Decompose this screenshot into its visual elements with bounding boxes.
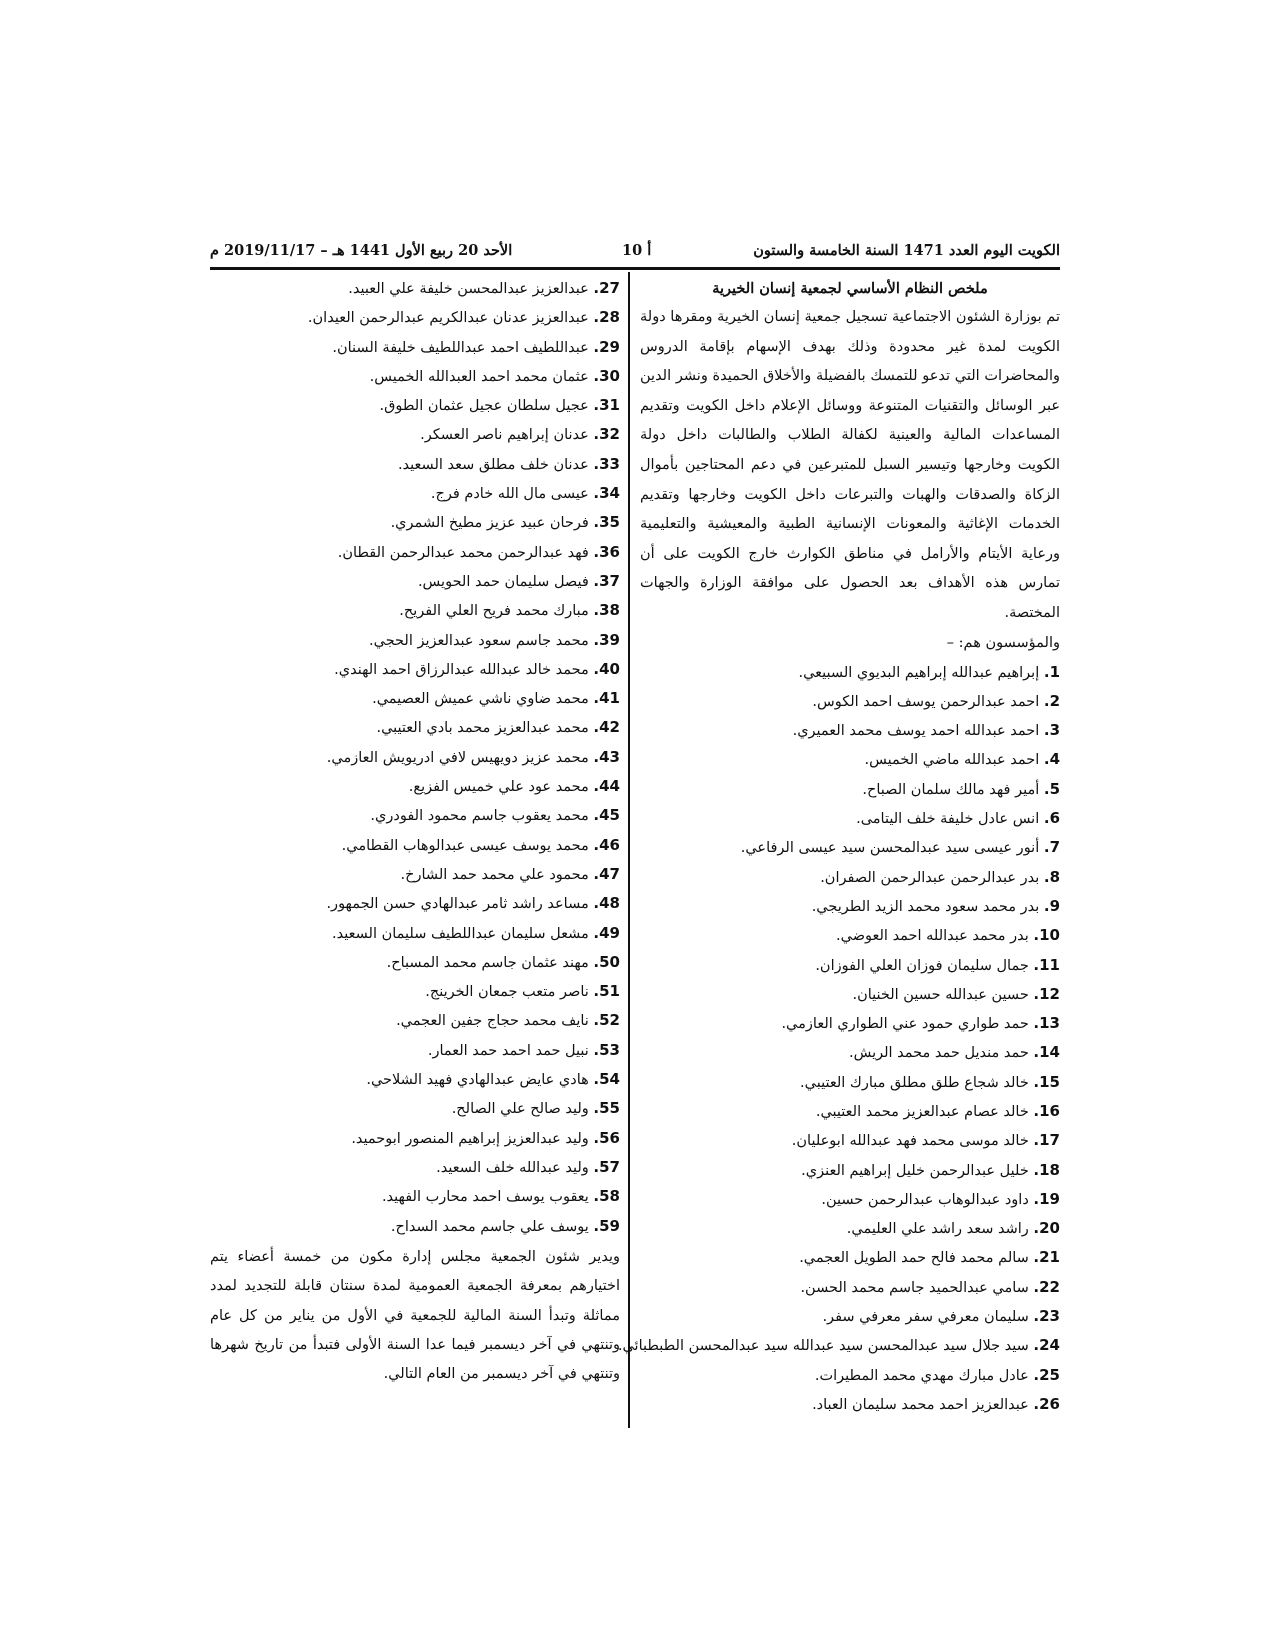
founder-name: احمد عبدالرحمن يوسف احمد الكوس.	[812, 693, 1040, 710]
founder-name: ناصر متعب جمعان الخرينج.	[425, 984, 589, 1001]
closing-paragraph: ويدير شئون الجمعية مجلس إدارة مكون من خمسة أعضاء يتم اختيارهم بمعرفة الجمعية العمومية لمدة سنتان قابلة للتجديد لمدد مماثلة وتبدأ السنة المالية للجمعية في الأول من يناير من كل عام وتنتهي في آخر ديسمبر فيما عدا السنة الأولى فتبدأ من تاريخ شهرها وتنتهي في آخر ديسمبر من العام التالي.	[210, 1248, 620, 1383]
founder-item	[210, 1124, 620, 1153]
page-header	[210, 238, 1060, 268]
founder-name: محمد عود علي خميس الفزيع.	[408, 779, 589, 796]
founder-number: 43.	[593, 747, 620, 766]
founder-number: 49.	[593, 923, 620, 942]
founder-item	[210, 362, 620, 391]
founder-number: 5.	[1043, 779, 1060, 798]
founder-name: مبارك محمد فريح العلي الفريح.	[399, 603, 589, 620]
founder-number: 8.	[1043, 867, 1060, 886]
founder-name: خالد شجاع طلق مطلق مبارك العتيبي.	[800, 1074, 1029, 1091]
founder-item	[210, 831, 620, 860]
founder-item	[640, 1273, 1060, 1302]
founder-name: محمد يعقوب جاسم محمود الفودري.	[370, 808, 589, 825]
founder-name: خالد عصام عبدالعزيز محمد العتيبي.	[815, 1103, 1029, 1120]
founder-name: يوسف علي جاسم محمد السداح.	[390, 1218, 589, 1235]
founder-item	[210, 948, 620, 977]
founder-item	[640, 1156, 1060, 1185]
founder-item	[210, 567, 620, 596]
founder-number: 14.	[1033, 1043, 1060, 1062]
founder-number: 18.	[1033, 1160, 1060, 1179]
founder-number: 9.	[1043, 896, 1060, 915]
founder-name: محمد جاسم سعود عبدالعزيز الحجي.	[369, 632, 589, 649]
founder-item	[210, 1036, 620, 1065]
founder-item	[210, 977, 620, 1006]
founder-name: محمد ضاوي ناشي عميش العصيمي.	[372, 691, 589, 708]
founder-name: محمود علي محمد حمد الشارخ.	[400, 866, 589, 883]
founder-name: راشد سعد راشد علي العليمي.	[846, 1221, 1029, 1238]
founder-item	[210, 1065, 620, 1094]
founder-item	[210, 626, 620, 655]
founder-number: 37.	[593, 571, 620, 590]
founder-name: حمد طواري حمود عني الطواري العازمي.	[781, 1016, 1029, 1033]
founder-item	[640, 1185, 1060, 1214]
founder-number: 39.	[593, 630, 620, 649]
founders-list-right	[617, 658, 1060, 1420]
founder-number: 11.	[1033, 955, 1060, 974]
founder-item	[210, 333, 620, 362]
founder-name: فرحان عبيد عزيز مطيخ الشمري.	[390, 515, 589, 532]
founder-item	[640, 1097, 1060, 1126]
founder-item	[640, 833, 1060, 862]
founder-name: محمد عبدالعزيز محمد بادي العتيبي.	[376, 720, 589, 737]
founder-name: نايف محمد حجاج جفين العجمي.	[396, 1013, 589, 1030]
founder-number: 35.	[593, 513, 620, 532]
founder-item	[640, 716, 1060, 745]
founder-name: عدنان إبراهيم ناصر العسكر.	[420, 427, 589, 444]
founder-item	[210, 772, 620, 801]
founder-number: 50.	[593, 952, 620, 971]
founder-number: 15.	[1033, 1072, 1060, 1091]
founder-number: 3.	[1043, 721, 1060, 740]
founder-number: 46.	[593, 835, 620, 854]
founder-number: 29.	[593, 337, 620, 356]
purpose-paragraph: تم بوزارة الشئون الاجتماعية تسجيل جمعية إنسان الخيرية ومقرها دولة الكويت لمدة غير محدودة وذلك بهدف الإسهام بإقامة الدروس والمحاضرات التي تدعو للتمسك بالفضيلة والأخلاق الحميدة ونشر الدين عبر الوسائل والتقنيات المتنوعة ووسائل الإعلام داخل الكويت وتقديم المساعدات المالية والعينية لكفالة الطلاب والطالبات داخل دولة الكويت وخارجها وتيسير السبل للمتبرعين في دعم المحتاجين بأموال الزكاة والصدقات والهبات والتبرعات داخل الكويت وخارجها وتقديم الخدمات الإغاثية والمعونات الإنسانية الطبية والمعيشية والتعليمية ورعاية الأيتام والأرامل في مناطق الكوارث خارج الكويت على أن تمارس هذه الأهداف بعد الحصول على موافقة الوزارة والجهات المختصة.	[640, 309, 1060, 621]
founder-number: 36.	[593, 542, 620, 561]
founder-number: 30.	[593, 366, 620, 385]
founder-number: 34.	[593, 484, 620, 503]
founder-number: 24.	[1033, 1336, 1060, 1355]
founder-item	[210, 508, 620, 537]
founder-number: 13.	[1033, 1014, 1060, 1033]
founder-item	[640, 658, 1060, 687]
founder-number: 10.	[1033, 926, 1060, 945]
founder-name: سليمان معرفي سفر معرفي سفر.	[822, 1309, 1029, 1326]
founder-name: عبدالعزيز احمد محمد سليمان العباد.	[812, 1396, 1029, 1413]
founder-name: أمير فهد مالك سلمان الصباح.	[862, 781, 1040, 798]
founder-number: 40.	[593, 659, 620, 678]
founder-name: عبداللطيف احمد عبداللطيف خليفة السنان.	[332, 339, 589, 356]
founder-number: 17.	[1033, 1131, 1060, 1150]
gazette-page	[210, 238, 1060, 1448]
column-divider	[628, 272, 630, 1428]
header-page-number: أ 10	[622, 242, 652, 259]
founder-name: سيد جلال سيد عبدالمحسن سيد عبدالله سيد عبدالمحسن الطبطبائي.	[617, 1338, 1029, 1355]
founder-number: 51.	[593, 982, 620, 1001]
founder-item	[210, 860, 620, 889]
founder-item	[210, 1006, 620, 1035]
founder-item	[210, 1153, 620, 1182]
founder-name: يعقوب يوسف احمد محارب الفهيد.	[381, 1189, 589, 1206]
founder-number: 31.	[593, 396, 620, 415]
founder-number: 20.	[1033, 1219, 1060, 1238]
founder-item	[210, 1094, 620, 1123]
founder-name: داود عبدالوهاب عبدالرحمن حسين.	[821, 1191, 1029, 1208]
founder-number: 28.	[593, 308, 620, 327]
founder-item	[617, 1331, 1060, 1360]
founder-item	[640, 1390, 1060, 1419]
founder-item	[210, 919, 620, 948]
founder-name: مشعل سليمان عبداللطيف سليمان السعيد.	[332, 925, 589, 942]
founder-item	[210, 420, 620, 449]
founder-number: 44.	[593, 777, 620, 796]
founder-item	[640, 1038, 1060, 1067]
founder-name: سامي عبدالحميد جاسم محمد الحسن.	[800, 1279, 1029, 1296]
founder-name: حمد منديل حمد محمد الريش.	[848, 1045, 1029, 1062]
founder-number: 12.	[1033, 984, 1060, 1003]
founder-number: 58.	[593, 1187, 620, 1206]
founder-name: سالم محمد فالح حمد الطويل العجمي.	[799, 1250, 1029, 1267]
founder-name: عادل مبارك مهدي محمد المطيرات.	[814, 1367, 1029, 1384]
section-title: ملخص النظام الأساسي لجمعية إنسان الخيرية	[712, 280, 988, 297]
header-date: الأحد 20 ربيع الأول 1441 هـ – 2019/11/17 م	[210, 242, 513, 259]
left-column	[210, 274, 620, 1404]
founder-number: 25.	[1033, 1365, 1060, 1384]
founder-number: 55.	[593, 1099, 620, 1118]
founder-item	[640, 1214, 1060, 1243]
founder-name: نبيل حمد احمد حمد العمار.	[427, 1042, 589, 1059]
founder-name: خليل عبدالرحمن خليل إبراهيم العنزي.	[801, 1162, 1029, 1179]
founder-number: 33.	[593, 454, 620, 473]
founder-name: فهد عبدالرحمن محمد عبدالرحمن القطان.	[337, 544, 589, 561]
founder-name: فيصل سليمان حمد الحويس.	[417, 573, 589, 590]
founder-item	[210, 479, 620, 508]
founder-number: 27.	[593, 279, 620, 297]
right-column	[617, 274, 1060, 1419]
founder-name: محمد عزيز دويهيس لافي ادريويش العازمي.	[326, 749, 589, 766]
founder-name: بدر محمد سعود محمد الزيد الطريجي.	[811, 898, 1040, 915]
founder-name: وليد عبدالله خلف السعيد.	[436, 1159, 589, 1176]
header-issue: الكويت اليوم العدد 1471 السنة الخامسة والستون	[753, 242, 1060, 259]
founder-name: عدنان خلف مطلق سعد السعيد.	[397, 456, 589, 473]
founder-item	[210, 596, 620, 625]
founder-item	[640, 804, 1060, 833]
founder-item	[640, 1361, 1060, 1390]
founder-item	[640, 921, 1060, 950]
founder-name: عثمان محمد احمد العبدالله الخميس.	[369, 368, 589, 385]
founder-name: خالد موسى محمد فهد عبدالله ابوعليان.	[791, 1133, 1029, 1150]
founder-number: 2.	[1043, 691, 1060, 710]
founder-name: محمد خالد عبدالله عبدالرزاق احمد الهندي.	[334, 661, 589, 678]
founder-item	[210, 1212, 620, 1241]
founder-number: 19.	[1033, 1189, 1060, 1208]
founder-number: 53.	[593, 1040, 620, 1059]
founder-item	[640, 745, 1060, 774]
founder-item	[210, 684, 620, 713]
founder-name: بدر عبدالرحمن عبدالرحمن الصفران.	[820, 869, 1040, 886]
founder-item	[640, 951, 1060, 980]
founder-name: بدر محمد عبدالله احمد العوضي.	[836, 928, 1029, 945]
founder-number: 7.	[1043, 838, 1060, 857]
founder-name: عيسى مال الله خادم فرج.	[430, 486, 589, 503]
founder-item	[640, 980, 1060, 1009]
founder-name: محمد يوسف عيسى عبدالوهاب القطامي.	[341, 837, 589, 854]
founder-item	[210, 1182, 620, 1211]
founder-item	[210, 743, 620, 772]
founder-number: 32.	[593, 425, 620, 444]
founder-number: 21.	[1033, 1248, 1060, 1267]
founder-number: 42.	[593, 718, 620, 737]
founder-name: انس عادل خليفة خلف اليتامى.	[856, 811, 1040, 828]
founder-number: 6.	[1043, 809, 1060, 828]
founder-number: 56.	[593, 1128, 620, 1147]
founder-name: جمال سليمان فوزان العلي الفوزان.	[815, 957, 1029, 974]
founder-name: مهند عثمان جاسم محمد المسباح.	[386, 954, 589, 971]
founder-name: مساعد راشد ثامر عبدالهادي حسن الجمهور.	[326, 896, 589, 913]
founder-item	[210, 655, 620, 684]
founder-number: 22.	[1033, 1277, 1060, 1296]
founder-item	[640, 1068, 1060, 1097]
founder-number: 23.	[1033, 1307, 1060, 1326]
founder-name: احمد عبدالله احمد يوسف محمد العميري.	[792, 723, 1040, 740]
founder-name: عبدالعزيز عبدالمحسن خليفة علي العبيد.	[348, 281, 589, 297]
founder-number: 48.	[593, 894, 620, 913]
founder-name: عبدالعزيز عدنان عبدالكريم عبدالرحمن العيدان.	[307, 310, 589, 327]
founder-item	[210, 713, 620, 742]
founder-item	[210, 538, 620, 567]
founder-item	[210, 303, 620, 332]
founder-item	[210, 391, 620, 420]
founder-number: 54.	[593, 1070, 620, 1089]
founder-number: 41.	[593, 689, 620, 708]
founder-number: 47.	[593, 864, 620, 883]
founder-name: احمد عبدالله ماضي الخميس.	[864, 752, 1040, 769]
founder-name: أنور عيسى سيد عبدالمحسن سيد عيسى الرفاعي.	[740, 840, 1040, 857]
founder-number: 59.	[593, 1216, 620, 1235]
founder-name: وليد صالح علي الصالح.	[451, 1101, 589, 1118]
founder-number: 45.	[593, 806, 620, 825]
founder-item	[640, 1126, 1060, 1155]
founder-name: إبراهيم عبدالله إبراهيم البديوي السبيعي.	[798, 664, 1040, 681]
founder-item	[210, 801, 620, 830]
founder-name: وليد عبدالعزيز إبراهيم المنصور ابوحميد.	[351, 1130, 589, 1147]
founder-item	[640, 863, 1060, 892]
founder-number: 4.	[1043, 750, 1060, 769]
founder-item	[640, 892, 1060, 921]
founder-number: 52.	[593, 1011, 620, 1030]
header-rule	[210, 267, 1060, 270]
founder-name: حسين عبدالله حسين الخنيان.	[852, 986, 1029, 1003]
founder-item	[640, 1302, 1060, 1331]
founder-name: هادي عايض عبدالهادي فهيد الشلاحي.	[366, 1072, 589, 1089]
founder-item	[640, 1009, 1060, 1038]
founder-item	[640, 1243, 1060, 1272]
founder-item	[210, 450, 620, 479]
founder-item	[210, 274, 620, 303]
founders-intro: والمؤسسون هم: –	[946, 634, 1060, 651]
founder-item	[210, 889, 620, 918]
founder-number: 57.	[593, 1157, 620, 1176]
founders-list-left	[210, 274, 620, 1241]
founder-name: عجيل سلطان عجيل عثمان الطوق.	[379, 398, 589, 415]
founder-item	[640, 687, 1060, 716]
founder-number: 16.	[1033, 1101, 1060, 1120]
founder-item	[640, 775, 1060, 804]
founder-number: 26.	[1033, 1394, 1060, 1413]
founder-number: 1.	[1043, 662, 1060, 681]
founder-number: 38.	[593, 601, 620, 620]
